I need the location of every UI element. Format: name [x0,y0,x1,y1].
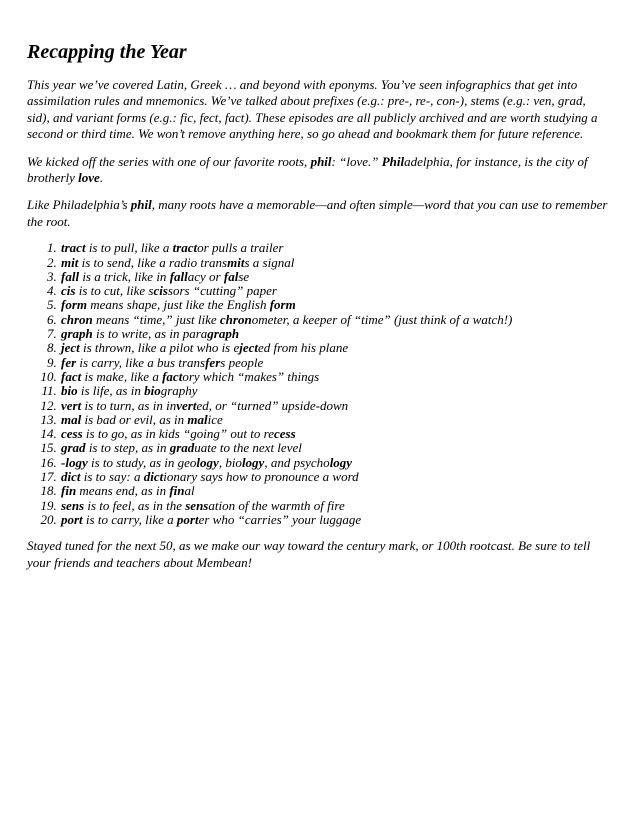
bold-root-text: mal [61,411,82,427]
bold-root-text: sens [185,497,209,513]
text-run: uate to the next level [194,440,302,456]
text-run: means “time,” just like [92,311,220,327]
text-run: ometer, a keeper of “time” (just think of a watch!) [251,311,513,327]
text-run: is to carry, like a [82,511,177,527]
bold-root-text: fact [162,368,183,384]
intro-paragraph [27,77,611,143]
bold-root-text: bio [61,383,78,399]
root-list-item [60,441,611,455]
text-run: is life, as in [77,383,145,399]
bold-root-text: fin [169,483,185,499]
bold-root-text: vert [176,397,197,413]
text-run: is to feel, as in the [84,497,186,513]
bold-root-text: logy [329,454,353,470]
bold-root-text: fer [205,354,221,370]
bold-root-text: love [78,170,100,186]
text-run: se [238,268,250,284]
bold-root-text: chron [61,311,93,327]
text-run: is to write, as in para [92,326,208,342]
text-run: s a signal [244,254,295,270]
bold-root-text: ject [239,340,259,356]
text-run: ory which “makes” things [182,368,320,384]
text-run: Like Philadelphia’s [27,197,131,213]
bold-root-text: cis [61,283,76,299]
bold-root-text: cess [61,426,83,442]
root-list-item [60,327,611,341]
text-run: or pulls a trailer [197,240,284,256]
text-run: is make, like a [81,368,163,384]
memorable-word-paragraph [27,197,611,230]
bold-root-text: logy [196,454,219,470]
root-list-item [60,470,611,484]
root-list-item [60,384,611,398]
bold-root-text: chron [219,311,252,327]
root-list-item [60,356,611,370]
root-list-item [60,427,611,441]
bold-root-text: grad [169,440,195,456]
bold-root-text: dict [61,469,81,484]
bold-root-text: graph [207,326,240,342]
text-run: ice [207,411,223,427]
text-run: adelphia, for instance, is the city of brotherly [27,153,588,186]
text-run: is carry, like a bus trans [76,354,206,370]
root-list-item [60,399,611,413]
text-run: , bio [218,454,242,470]
text-run: ionary says how to pronounce a word [163,469,359,484]
root-list-item [60,256,611,270]
bold-root-text: fal [223,268,239,284]
text-run: is thrown, like a pilot who is e [79,340,240,356]
root-list-item [60,370,611,384]
root-list-item [60,456,611,470]
bold-root-text: fact [61,368,82,384]
text-run: al [184,483,195,499]
text-run: is to say: a [80,469,144,484]
text-run: ed, or “turned” upside-down [196,397,349,413]
text-run: is bad or evil, as in [81,411,188,427]
text-run: , and psycho [264,454,330,470]
bold-root-text: tract [172,240,198,256]
bold-root-text: -logy [61,454,88,470]
root-list-item [60,270,611,284]
text-run: is to step, as in [85,440,170,456]
text-run: acy or [187,268,224,284]
bold-root-text: Phil [381,153,405,169]
text-run: ed from his plane [258,340,349,356]
bold-root-text: port [61,511,83,527]
text-run: er who “carries” your luggage [198,511,362,527]
bold-root-text: grad [61,440,86,456]
bold-root-text: vert [61,397,82,413]
bold-root-text: mit [61,254,79,270]
root-list-item [60,499,611,513]
roots-list [27,241,611,527]
text-run: We kicked off the series with one of our favorite roots, [27,153,311,169]
text-run: is to go, as in kids “going” out to re [82,426,274,442]
phil-paragraph [27,154,611,187]
bold-root-text: dict [143,469,164,484]
root-list-item [60,284,611,298]
root-list-item [60,484,611,498]
bold-root-text: fall [61,268,80,284]
bold-root-text: phil [310,153,332,169]
text-run: Stayed tuned for the next 50, as we make our way toward the century mark, or 100th rootcast. Be sure to tell your friends and teachers about Membean! [27,538,591,570]
text-run: , many roots have a memorable—and often simple—word that you can use to remember the root. [27,197,608,229]
bold-root-text: tract [61,240,86,256]
text-run: means end, as in [76,483,170,499]
page-title: Recapping the Year [27,41,187,63]
text-run: ation of the warmth of fire [208,497,345,513]
bold-root-text: bio [144,383,161,399]
bold-root-text: sens [61,497,85,513]
text-run: is a trick, like in [79,268,170,284]
text-run: is to cut, like s [75,283,154,299]
bold-root-text: mit [227,254,245,270]
bold-root-text: graph [61,326,93,342]
text-run: sors “cutting” paper [167,283,277,299]
root-list-item [60,413,611,427]
bold-root-text: cess [273,426,296,442]
text-run: is to send, like a radio trans [78,254,228,270]
bold-root-text: fer [61,354,77,370]
bold-root-text: logy [241,454,265,470]
text-run: This year we’ve covered Latin, Greek … and beyond with eponyms. You’ve seen infographics that get into assimilation rules and mnemonics. We’ve talked about prefixes (e.g.: pre-, re-, con-), stems (e.g.: ven, grad, sid), and variant forms (e.g.: fic, fect, fact). These episodes are all publicly archived and are worth studying a second or third time. We won’t remove anything here, so go ahead and bookmark them for future reference. [27,77,598,142]
bold-root-text: form [61,297,87,313]
text-run: . [99,170,104,186]
bold-root-text: cis [153,283,168,299]
bold-root-text: ject [61,340,80,356]
bold-root-text: phil [130,197,152,213]
closing-paragraph [27,538,611,571]
bold-root-text: fall [169,268,188,284]
root-list-item [60,313,611,327]
bold-root-text: port [176,511,199,527]
text-run: is to study, as in geo [87,454,197,470]
root-list-item [60,513,611,527]
bold-root-text: fin [61,483,77,499]
bold-root-text: mal [187,411,208,427]
text-run: is to pull, like a [85,240,173,256]
root-list-item [60,298,611,312]
text-run: graphy [160,383,198,399]
text-run: s people [220,354,264,370]
text-run: is to turn, as in in [81,397,177,413]
root-list-item [60,341,611,355]
text-run: means shape, just like the English [87,297,270,313]
bold-root-text: form [269,297,296,313]
root-list-item [60,241,611,255]
text-run: : “love.” [331,153,382,169]
